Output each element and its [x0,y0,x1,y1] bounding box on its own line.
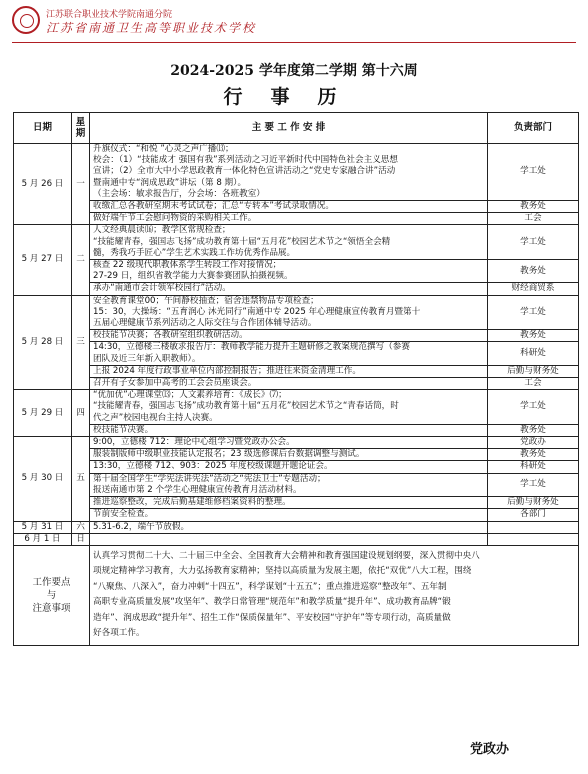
day-weekday: 四 [72,390,90,437]
department-cell: 教务处 [488,330,579,342]
activity-line: 承办“南通市会计领军校园行”活动。 [93,283,231,294]
notes-label-line: 注意事项 [32,602,71,614]
notes-content [90,545,579,645]
activity-cell [90,365,488,377]
activity-cell [90,213,488,225]
department-cell: 学工处 [488,225,579,260]
activity-line: 14:30，立德楼三楼敏求报告厅：教师教学能力提升主题研修之教案规范撰写（参赛 [93,342,410,353]
activity-line: 推进巡察整改，完成后勤基建维修档案资料的整理。 [93,497,291,508]
activity-cell [90,390,488,425]
activity-line: 代之声”校园电视台主持人决赛。 [93,412,218,423]
notes-label-line: 与 [46,589,57,601]
table-row [14,521,579,533]
activity-cell [90,461,488,473]
activity-line: 校技能节决赛；各教研室组织教研活动。 [93,330,248,341]
table-row [14,533,579,545]
activity-cell [90,521,488,533]
activity-line: 13:30，立德楼 712、903：2025 年度校级课题开题论证会。 [93,461,333,472]
table-row [14,201,579,213]
school-seal-icon [12,6,40,34]
activity-line [93,534,484,545]
table-row [14,461,579,473]
header-department: 负责部门 [488,113,579,144]
department-cell: 党政办 [488,437,579,449]
activity-line: 5.31-6.2，端午节放假。 [93,521,190,532]
table-row [14,365,579,377]
activity-line: 团队及近三年新入职教师）。 [93,353,201,364]
school-header [12,6,312,40]
department-cell: 学工处 [488,295,579,330]
table-row [14,144,579,201]
notes-line: “八聚焦、八深入”，奋力冲刺“十四五”，科学谋划“十五五”；重点推进巡察“整改年”、五年制 [93,581,447,592]
day-weekday: 二 [72,225,90,295]
day-date: 5 月 31 日 [14,521,72,533]
activity-line: 校技能节决赛。 [93,424,154,435]
department-cell: 工会 [488,378,579,390]
department-cell [488,533,579,545]
activity-cell [90,449,488,461]
department-cell: 教务处 [488,260,579,283]
department-cell: 工会 [488,213,579,225]
header-arrangement: 主 要 工 作 安 排 [90,113,488,144]
notes-label [14,545,90,645]
department-cell: 教务处 [488,424,579,436]
day-date: 5 月 30 日 [14,437,72,521]
activity-line: 做好端午节工会慰问物资的采购相关工作。 [93,213,257,224]
department-cell: 科研处 [488,461,579,473]
activity-cell [90,283,488,295]
activity-cell [90,144,488,201]
activity-cell [90,201,488,213]
day-date: 5 月 27 日 [14,225,72,295]
day-weekday: 一 [72,144,90,225]
activity-cell [90,342,488,365]
activity-line: （主会场：敏求报告厅，分会场：各班教室） [93,188,265,199]
activity-cell [90,424,488,436]
department-cell: 财经商贸系 [488,283,579,295]
notes-line: 高职专业高质量发展“攻坚年”、教学日常管理“规范年”和教学质量“提升年”、成功教育品牌“锻 [93,597,451,608]
activity-cell [90,509,488,521]
school-name-line2: 江苏省南通卫生高等职业技术学校 [46,21,257,35]
page-title: 2024-2025 学年度第二学期 第十六周 [170,63,418,79]
activity-line: 上报 2024 年度行政事业单位内部控制报告；推进往来资金清理工作。 [93,365,361,376]
activity-cell [90,225,488,260]
table-row [14,509,579,521]
activity-line: 升旗仪式：“和悦 ”心灵之声广播⒀； [93,144,234,154]
notes-line: 项规定精神学习教育，大力弘扬教育家精神；坚持以高质量为发展主题，依托“双优”八大工程，围绕 [93,566,472,577]
table-row [14,378,579,390]
day-weekday: 日 [72,533,90,545]
department-cell: 各部门 [488,509,579,521]
department-cell: 后勤与财务处 [488,497,579,509]
activity-line: 暨南通中专“润成思政”讲坛（第 8 期）。 [93,177,247,188]
day-date: 5 月 26 日 [14,144,72,225]
school-name-line1: 江苏联合职业技术学院南通分院 [46,10,173,20]
table-row [14,330,579,342]
day-date: 5 月 29 日 [14,390,72,437]
table-row [14,225,579,260]
activity-line: “技能耀青春，强国志飞扬”成功教育第十届“五月花”校园艺术节之“领悟全会精 [93,236,391,247]
department-cell: 后勤与财务处 [488,365,579,377]
table-row [14,473,579,496]
table-row [14,295,579,330]
table-row [14,497,579,509]
notes-line: 好各项工作。 [93,628,145,639]
department-cell: 学工处 [488,390,579,425]
notes-line: 造年”、润成思政“提升年”、招生工作“保质保量年”、平安校园“守护年”等专项行动，高质量做 [93,612,451,623]
activity-cell [90,260,488,283]
page-subtitle: 行事历 [223,86,365,108]
activity-line: 安全教育课堂00；午间静校抽查；宿舍违禁物品专项检查； [93,295,319,306]
day-date: 5 月 28 日 [14,295,72,390]
activity-cell [90,295,488,330]
department-cell [488,521,579,533]
table-row [14,390,579,425]
table-row [14,449,579,461]
department-cell: 教务处 [488,449,579,461]
table-row [14,260,579,283]
day-date: 6 月 1 日 [14,533,72,545]
schedule-table [13,112,579,646]
header-divider [12,42,576,43]
activity-cell [90,473,488,496]
activity-cell [90,330,488,342]
activity-line: 报送南通市第 2 个学生心理健康宣传教育月活动材料。 [93,484,302,495]
activity-line: 校会：（1）“技能成才 强国有我”系列活动之习近平新时代中国特色社会主义思想 [93,155,398,166]
activity-line: 宣讲；（2）全市大中小学思政教育一体化特色宣讲活动之“党史专家融合讲”活动 [93,166,396,177]
notes-row [14,545,579,645]
department-cell: 学工处 [488,144,579,201]
table-row [14,283,579,295]
activity-line: 第十届全国学生“学宪法讲宪法”活动之“宪法卫士”专题活动； [93,473,326,484]
header-date: 日期 [14,113,72,144]
table-row [14,213,579,225]
activity-cell [90,533,488,545]
activity-cell [90,497,488,509]
notes-line: 认真学习贯彻二十大、二十届三中全会、全国教育大会精神和教育强国建设规划纲要，深入贯彻中央八 [93,550,480,561]
activity-line: 15：30，大操场：“五育润心 沐光同行”南通中专 2025 年心理健康宣传教育月暨第十 [93,306,421,317]
table-row [14,424,579,436]
activity-line: 核查 22 级现代职教体系学生转段工作对接情况； [93,260,282,271]
header-weekday: 星期 [72,113,90,144]
table-row [14,342,579,365]
activity-line: 收缴汇总各教研室期末考试试卷；汇总“专转本”考试录取情况。 [93,201,334,212]
department-cell: 科研处 [488,342,579,365]
table-header-row [14,113,579,144]
activity-line: 服装制版师中级职业技能认定报名；23 级选修课后台数据调整与测试。 [93,449,365,460]
activity-cell [90,437,488,449]
activity-line: 髓，秀我巧手匠心”学生艺术实践工作坊优秀作品展。 [93,247,296,258]
department-cell: 教务处 [488,201,579,213]
notes-label-line: 工作要点 [32,576,71,588]
activity-line: 27-29 日，组织省教学能力大赛参赛团队拍摄视频。 [93,271,293,282]
day-weekday: 六 [72,521,90,533]
activity-line: 9:00，立德楼 712：理论中心组学习暨党政办公会。 [93,437,295,448]
activity-cell [90,378,488,390]
activity-line: 召开有子女参加中高考的工会会员座谈会。 [93,378,257,389]
day-weekday: 三 [72,295,90,390]
activity-line: “优加优”心理课堂⒀；人文素养培育：《成长》⑺； [93,390,287,401]
activity-line: 人文经典晨读⒃；教学区常规检查； [93,225,231,236]
activity-line: “技能耀青春，强国志飞扬”成功教育第十届“五月花”校园艺术节之“青春话筒，时 [93,401,399,412]
signature: 党政办 [470,742,510,757]
day-weekday: 五 [72,437,90,521]
table-row [14,437,579,449]
activity-line: 五届心理健康节系列活动之人际交往与合作团体辅导活动。 [93,318,317,329]
activity-line: 节前安全检查。 [93,509,154,520]
department-cell: 学工处 [488,473,579,496]
